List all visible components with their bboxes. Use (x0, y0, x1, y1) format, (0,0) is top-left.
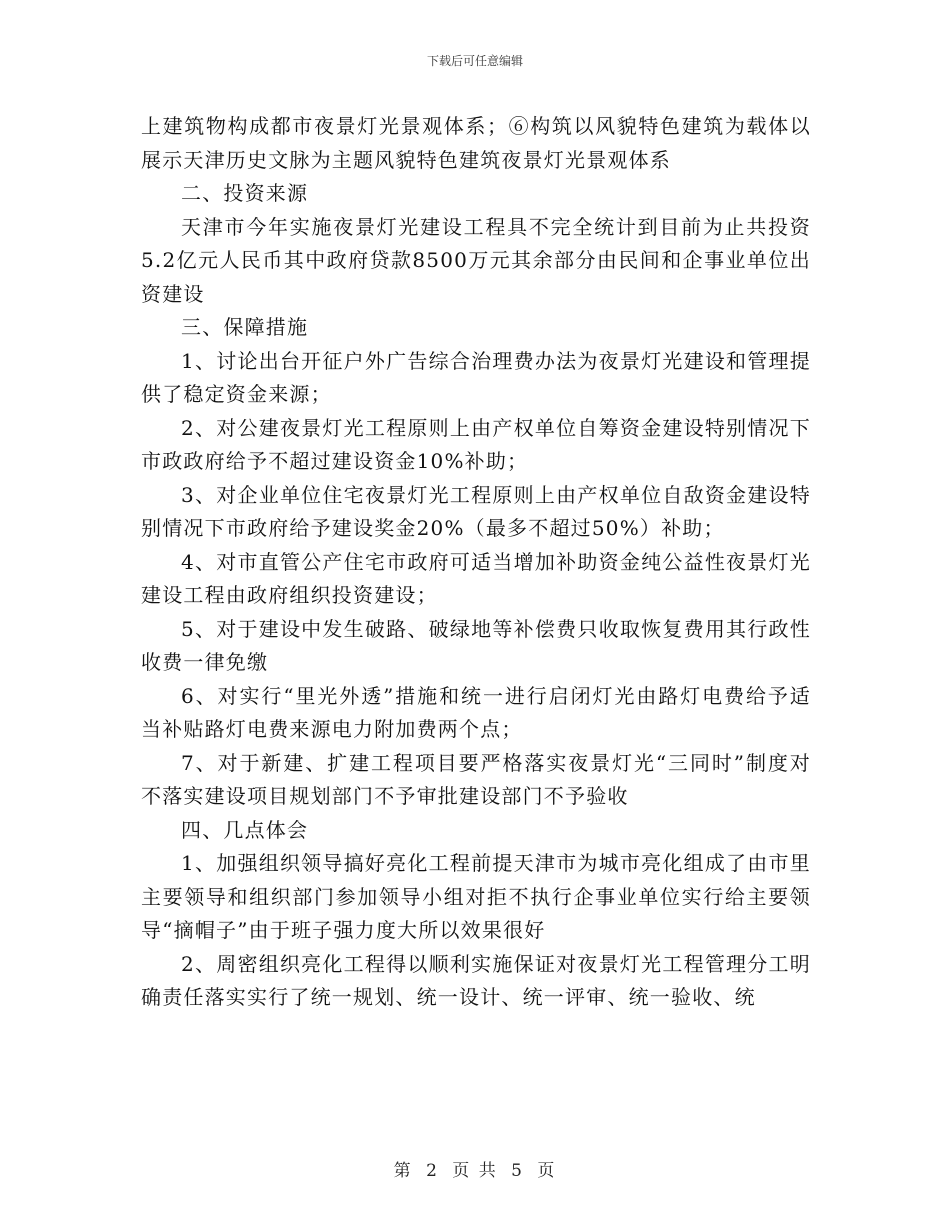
list-item: 2、周密组织亮化工程得以顺利实施保证对夜景灯光工程管理分工明确责任落实实行了统一规划、统一设计、统一评审、统一验收、统 (141, 951, 811, 1009)
section-heading: 二、投资来源 (181, 181, 309, 205)
page-header: 下载后可任意编辑 (426, 54, 523, 68)
section-heading: 四、几点体会 (181, 817, 309, 842)
current-page-number: 2 (426, 1161, 439, 1181)
list-item: 6、对实行“里光外透”措施和统一进行启闭灯光由路灯电费给予适当补贴路灯电费来源电力附加费两个点； (141, 683, 811, 741)
footer-mid: 页 共 (452, 1161, 498, 1181)
list-item: 1、加强组织领导搞好亮化工程前提天津市为城市亮化组成了由市里主要领导和组织部门参加领导小组对拒不执行企事业单位实行给主要领导“摘帽子”由于班子强力度大所以效果很好 (141, 851, 811, 942)
total-page-count: 5 (511, 1161, 524, 1181)
list-item: 7、对于新建、扩建工程项目要严格落实夜景灯光“三同时”制度对不落实建设项目规划部门不予审批建设部门不予验收 (141, 750, 811, 808)
list-item: 3、对企业单位住宅夜景灯光工程原则上由产权单位自敌资金建设特别情况下市政府给予建设奖金20%（最多不超过50%）补助； (141, 482, 811, 540)
list-item: 1、讨论出台开征户外广告综合治理费办法为夜景灯光建设和管理提供了稳定资金来源； (141, 348, 811, 406)
paragraph: 上建筑物构成都市夜景灯光景观体系；⑥构筑以风貌特色建筑为载体以展示天津历史文脉为主题风貌特色建筑夜景灯光景观体系 (141, 114, 811, 172)
document-body (141, 110, 811, 1015)
page-number-footer (0, 1156, 950, 1181)
paragraph: 天津市今年实施夜景灯光建设工程具不完全统计到目前为止共投资5.2亿元人民币其中政府贷款8500万元其余部分由民间和企事业单位出资建设 (141, 214, 811, 306)
footer-suffix: 页 (537, 1161, 557, 1181)
list-item: 2、对公建夜景灯光工程原则上由产权单位自筹资金建设特别情况下市政政府给予不超过建设资金10%补助； (141, 415, 811, 473)
footer-prefix: 第 (393, 1161, 413, 1181)
section-heading: 三、保障措施 (181, 315, 309, 339)
list-item: 4、对市直管公产住宅市政府可适当增加补助资金纯公益性夜景灯光建设工程由政府组织投资建设； (141, 549, 811, 607)
list-item: 5、对于建设中发生破路、破绿地等补偿费只收取恢复费用其行政性收费一律免缴 (141, 616, 811, 674)
